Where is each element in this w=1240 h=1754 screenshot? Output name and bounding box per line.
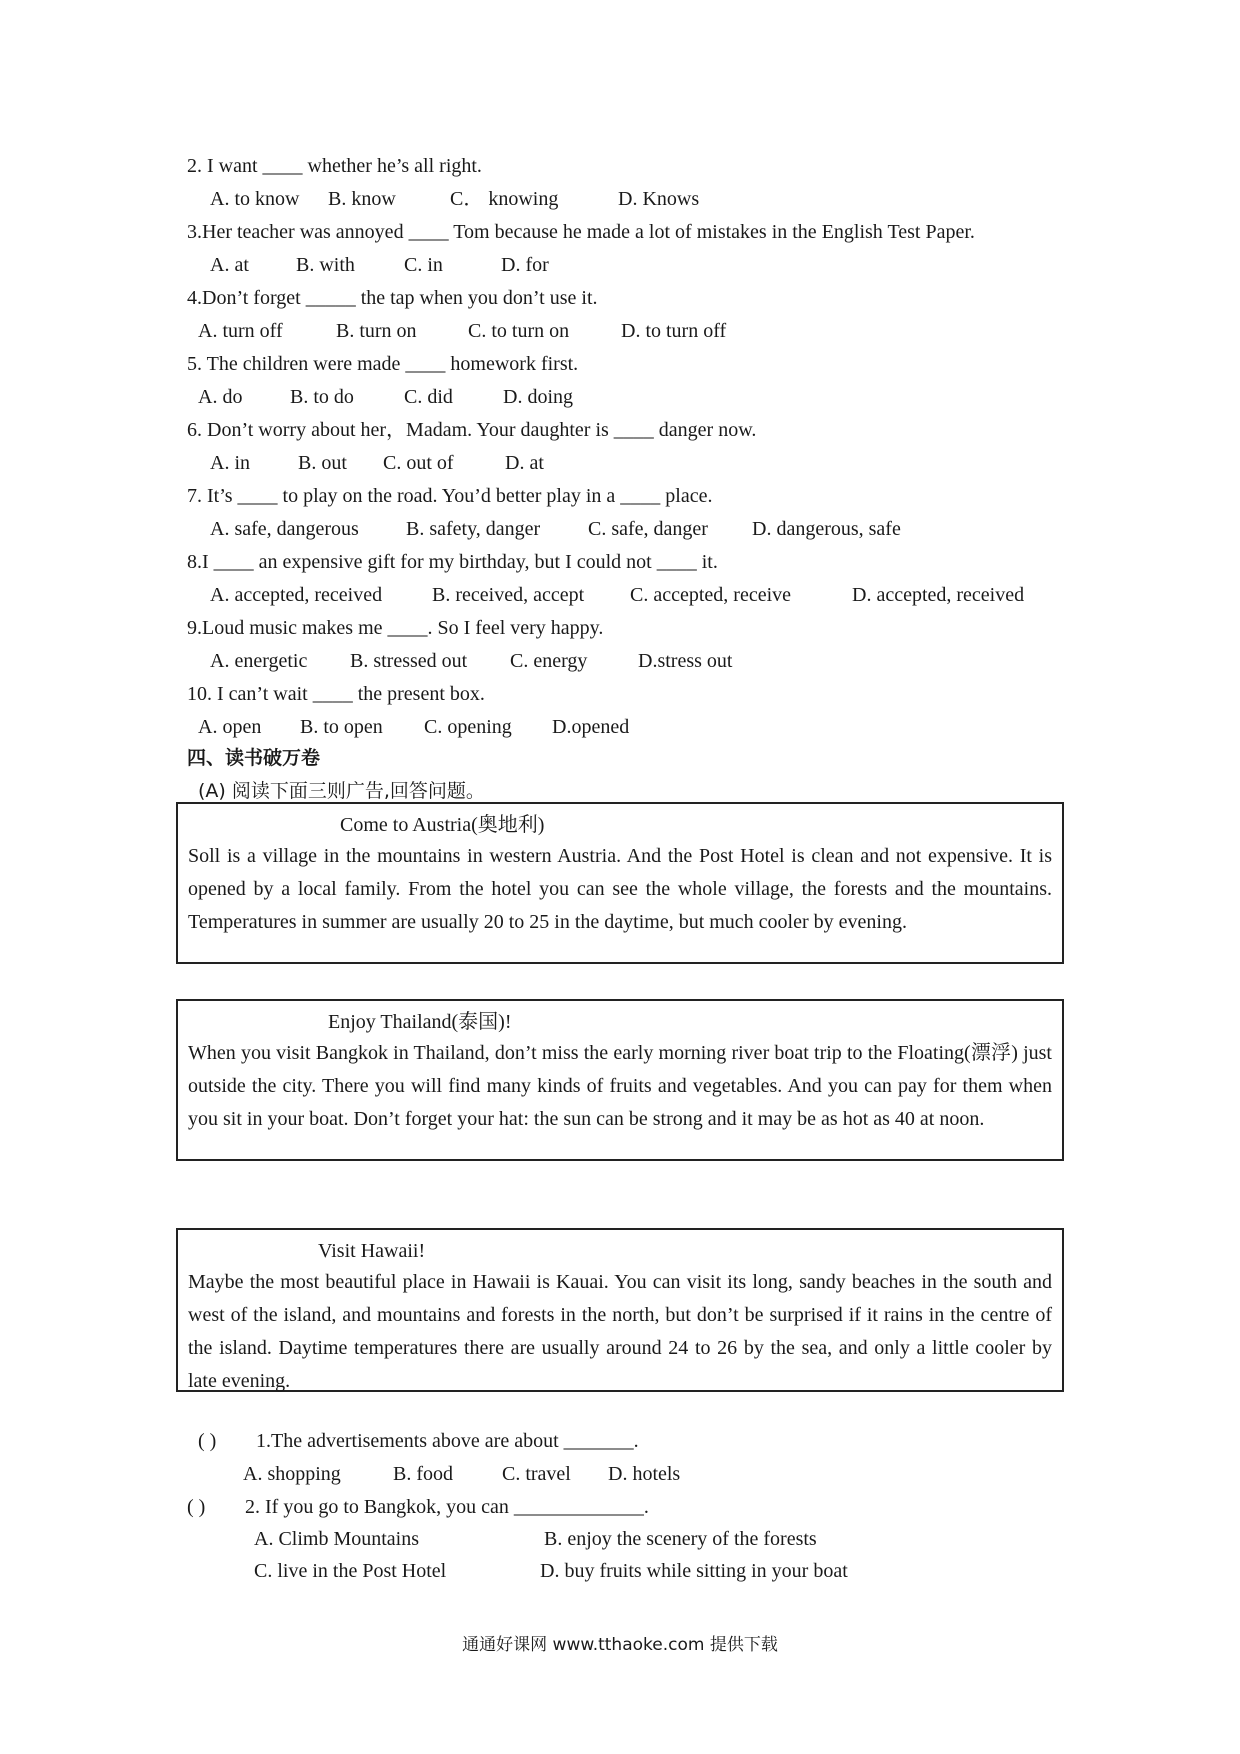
option: C． knowing [450,188,559,210]
option: B. know [328,188,396,210]
option: C. opening [424,716,512,738]
option: D. Knows [618,188,700,210]
option: A. to know [210,188,300,210]
question-options [210,649,810,673]
question-stem: 3.Her teacher was annoyed ____ Tom because he made a lot of mistakes in the English Test Paper. [187,221,975,243]
option: B. received, accept [432,584,585,606]
option: A. in [210,452,250,474]
option: B. with [296,254,355,276]
ad-title: Come to Austria(奥地利) [340,814,545,836]
question-options [210,517,970,541]
option: A. safe, dangerous [210,518,359,540]
ad-austria [176,802,1064,964]
option: D. to turn off [621,320,727,342]
question-stem: 1.The advertisements above are about _______. [256,1430,639,1452]
ad-thailand [176,999,1064,1161]
question-stem: 10. I can’t wait ____ the present box. [187,683,485,705]
option: B. safety, danger [406,518,541,540]
section-instruction: (A) 阅读下面三则广告,回答问题。 [198,780,485,802]
option: C. safe, danger [588,518,708,540]
question-stem: 2. I want ____ whether he’s all right. [187,155,482,177]
option: B. stressed out [350,650,468,672]
option: D. hotels [608,1463,681,1485]
page-footer: 通通好课网 www.tthaoke.com 提供下载 [462,1635,778,1655]
option: B. to do [290,386,354,408]
option: D. buy fruits while sitting in your boat [540,1560,848,1582]
option: C. travel [502,1463,571,1485]
reading-question [198,1429,898,1453]
option: C. to turn on [468,320,570,342]
question-options [210,187,770,211]
ad-title: Visit Hawaii! [318,1240,426,1262]
question-options [254,1559,954,1583]
option: A. open [198,716,262,738]
option: D. doing [503,386,573,408]
answer-bracket[interactable]: ( ) [198,1430,217,1452]
option: D. for [501,254,549,276]
question-stem: 6. Don’t worry about her，Madam. Your daughter is ____ danger now. [187,419,757,441]
option: C. live in the Post Hotel [254,1560,447,1582]
option: C. in [404,254,443,276]
question-options [210,451,770,475]
option: B. out [298,452,347,474]
option: D. dangerous, safe [752,518,901,540]
option: A. do [198,386,243,408]
option: A. Climb Mountains [254,1528,420,1550]
option: A. accepted, received [210,584,383,606]
option: B. enjoy the scenery of the forests [544,1528,817,1550]
question-options [254,1527,954,1551]
section-heading: 四、读书破万卷 [187,747,321,769]
question-options [210,253,770,277]
question-stem: 4.Don’t forget _____ the tap when you don’t use it. [187,287,598,309]
ad-body: Maybe the most beautiful place in Hawaii is Kauai. You can visit its long, sandy beaches in the south and west of the island, and mountains and forests in the north, but don’t be surprised if it rains in the centre of the island. Daytime temperatures there are usually around 24 to 26 by the sea, and only a little cooler by late evening. [188,1271,1052,1392]
option: C. energy [510,650,588,672]
question-options [198,319,798,343]
ad-hawaii [176,1228,1064,1392]
ad-body: When you visit Bangkok in Thailand, don’t miss the early morning river boat trip to the Floating(漂浮) just outside the city. There you will find many kinds of fruits and vegetables. And you can pay for them when you sit in your boat. Don’t forget your hat: the sun can be strong and it may be as hot as 40 at noon. [188,1042,1052,1130]
option: C. out of [383,452,454,474]
reading-question [187,1495,887,1519]
ad-title: Enjoy Thailand(泰国)! [328,1011,512,1033]
option: A. turn off [198,320,283,342]
answer-bracket[interactable]: ( ) [187,1496,206,1518]
option: D. at [505,452,544,474]
ad-body: Soll is a village in the mountains in western Austria. And the Post Hotel is clean and not expensive. It is opened by a local family. From the hotel you can see the whole village, the forests and the mountains. Temperatures in summer are usually 20 to 25 in the daytime, but much cooler by evening. [188,845,1052,933]
option: B. to open [300,716,383,738]
question-stem: 8.I ____ an expensive gift for my birthday, but I could not ____ it. [187,551,718,573]
option: D.stress out [638,650,733,672]
question-stem: 9.Loud music makes me ____. So I feel very happy. [187,617,604,639]
option: B. turn on [336,320,417,342]
question-stem: 2. If you go to Bangkok, you can _____________. [245,1496,649,1518]
option: A. shopping [243,1463,341,1485]
option: A. energetic [210,650,308,672]
question-options [243,1462,803,1486]
option: C. did [404,386,453,408]
question-stem: 5. The children were made ____ homework first. [187,353,579,375]
option: D. accepted, received [852,584,1025,606]
option: B. food [393,1463,453,1485]
question-options [198,385,758,409]
option: A. at [210,254,249,276]
question-options [198,715,758,739]
option: D.opened [552,716,630,738]
question-stem: 7. It’s ____ to play on the road. You’d better play in a ____ place. [187,485,713,507]
option: C. accepted, receive [630,584,792,606]
question-options [210,583,1060,607]
